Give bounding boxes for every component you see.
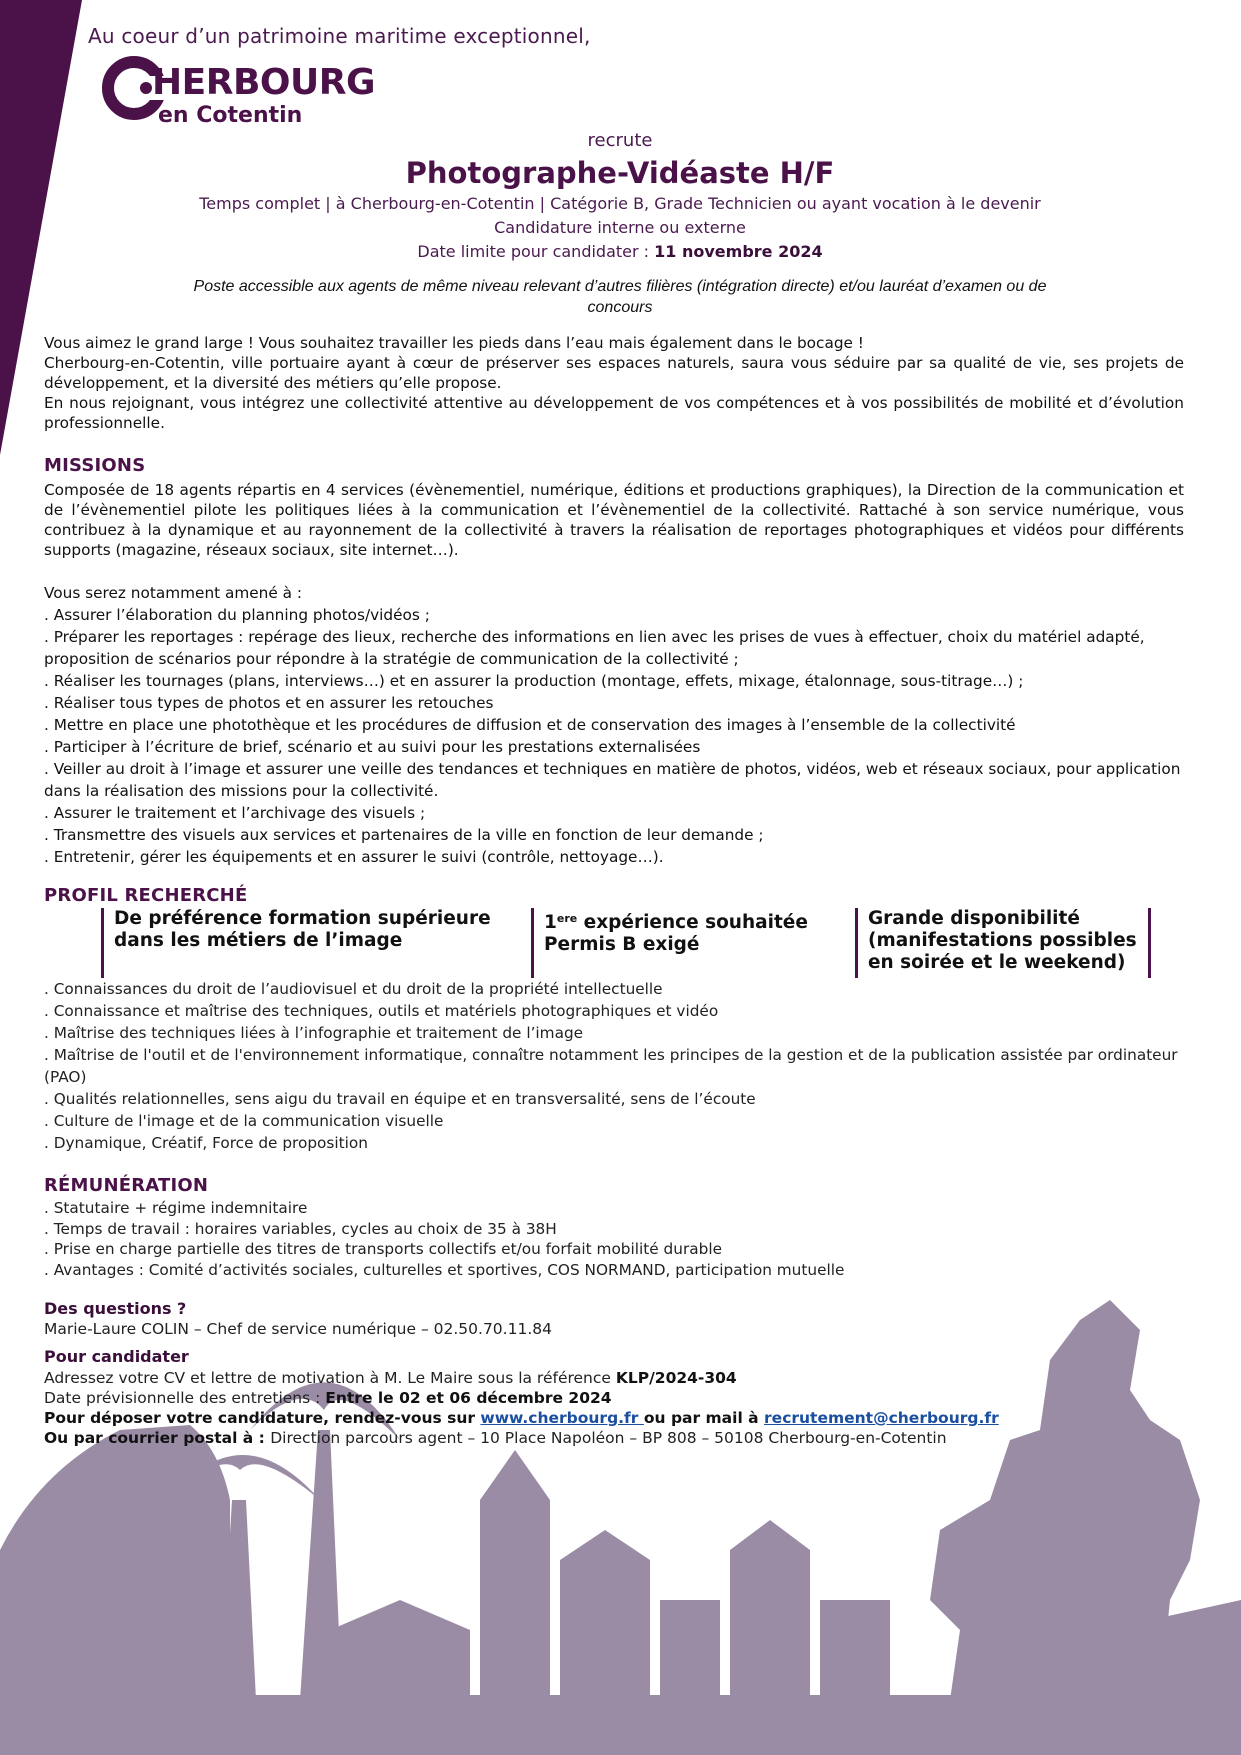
profil-box-text: dans les métiers de l’image [114, 930, 403, 951]
profil-item: . Qualités relationnelles, sens aigu du travail en équipe et en transversalité, sens de l’écoute [44, 1090, 756, 1108]
profil-list [44, 978, 1194, 1154]
interview-date: Entre le 02 et 06 décembre 2024 [325, 1389, 612, 1407]
job-title: Photographe-Vidéaste H/F [405, 156, 835, 190]
mission-item: . Réaliser tous types de photos et en assurer les retouches [44, 694, 494, 712]
experience-text: expérience souhaitée [577, 912, 808, 933]
deadline-label: Date limite pour candidater : [417, 242, 655, 261]
profil-item: . Connaissance et maîtrise des techniques, outils et matériels photographiques et vidéo [44, 1002, 719, 1020]
reference-code: KLP/2024-304 [615, 1369, 737, 1387]
remuneration-item: . Prise en charge partielle des titres de transports collectifs et/ou forfait mobilité durable [44, 1240, 722, 1258]
candidater-online [44, 1409, 999, 1427]
profil-box-experience [531, 908, 829, 978]
mission-item: . Entretenir, gérer les équipements et en assurer le suivi (contrôle, nettoyage…). [44, 848, 664, 866]
reference-text: Adressez votre CV et lettre de motivation à M. Le Maire sous la référence [44, 1369, 616, 1387]
profil-box-text: (manifestations possibles [868, 930, 1137, 951]
profil-heading: PROFIL RECHERCHÉ [44, 885, 248, 906]
experience-ordinal: ere [556, 912, 578, 925]
postal-label: Ou par courrier postal à : [44, 1429, 271, 1447]
mission-item: . Réaliser les tournages (plans, interviews…) et en assurer la production (montage, effets, mixage, étalonnage, sous-titrage…) ; [44, 672, 1024, 690]
mission-item: . Assurer l’élaboration du planning photos/vidéos ; [44, 606, 430, 624]
deadline-value: 11 novembre 2024 [654, 242, 823, 261]
candidater-reference [44, 1369, 737, 1387]
remuneration-item: . Avantages : Comité d’activités sociales, culturelles et sportives, COS NORMAND, participation mutuelle [44, 1260, 845, 1279]
profil-box-text: De préférence formation supérieure [114, 908, 491, 929]
missions-list-intro: Vous serez notamment amené à : [44, 584, 303, 602]
website-link[interactable]: www.cherbourg.fr [480, 1409, 644, 1427]
questions-contact: Marie-Laure COLIN – Chef de service numérique – 02.50.70.11.84 [44, 1320, 552, 1338]
logo-wordmark: HERBOURG [152, 62, 375, 103]
missions-paragraph: Composée de 18 agents répartis en 4 services (évènementiel, numérique, éditions et productions graphiques), la Direction de la communication et de l’évènementiel pilote les politiques liées à la communication et l’évènementiel de la collectivité. Rattaché à son service numérique, vous contribuez à la dynamique et au rayonnement de la collectivité à travers la réalisation de reportages photographiques et vidéos pour différents supports (magazine, réseaux sociaux, site internet…). [44, 481, 1184, 559]
profil-item: . Maîtrise des techniques liées à l’infographie et traitement de l’image [44, 1024, 584, 1042]
recrute-label: recrute [587, 130, 653, 151]
mail-text: ou par mail à [643, 1409, 765, 1427]
experience-number: 1 [544, 912, 557, 933]
missions-description [44, 480, 1184, 560]
mission-item: . Assurer le traitement et l’archivage des visuels ; [44, 804, 426, 822]
profil-box-text: Permis B exigé [544, 934, 700, 955]
mission-item: . Mettre en place une photothèque et les procédures de diffusion et de conservation des images à l’ensemble de la collectivité [44, 716, 1016, 734]
candidater-heading: Pour candidater [44, 1347, 189, 1366]
candidater-postal [44, 1429, 947, 1447]
remuneration-item: . Statutaire + régime indemnitaire [44, 1199, 308, 1217]
remuneration-heading: RÉMUNÉRATION [44, 1175, 209, 1196]
application-deadline [40, 242, 1200, 261]
profil-item: . Connaissances du droit de l’audiovisuel et du droit de la propriété intellectuelle [44, 980, 663, 998]
mission-item: . Veiller au droit à l’image et assurer une veille des tendances et techniques en matière de photos, vidéos, web et réseaux sociaux, pour application dans la réalisation des missions pour la collectivité. [44, 760, 1181, 800]
mission-item: . Préparer les reportages : repérage des lieux, recherche des informations en lien avec les prises de vues à effectuer, choix du matériel adapté, proposition de scénarios pour répondre à la stratégie de communication de la collectivité ; [44, 628, 1145, 668]
profil-box-text [544, 908, 829, 934]
mission-item: . Participer à l’écriture de brief, scénario et au suivi pour les prestations externalisées [44, 738, 701, 756]
intro-section [44, 333, 1184, 433]
intro-paragraph: Cherbourg-en-Cotentin, ville portuaire ayant à cœur de préserver ses espaces naturels, saura vous séduire par sa qualité de vie, ses projets de développement, et la diversité des métiers qu’elle propose. [44, 354, 1184, 392]
candidature-type: Candidature interne ou externe [494, 218, 746, 237]
intro-paragraph: En nous rejoignant, vous intégrez une collectivité attentive au développement de vos compétences et à vos possibilités de mobilité et d’évolution professionnelle. [44, 394, 1184, 432]
tagline: Au coeur d’un patrimoine maritime exceptionnel, [88, 24, 591, 48]
postal-address: Direction parcours agent – 10 Place Napoléon – BP 808 – 50108 Cherbourg-en-Cotentin [270, 1429, 947, 1447]
mission-item: . Transmettre des visuels aux services et partenaires de la ville en fonction de leur demande ; [44, 826, 764, 844]
intro-paragraph: Vous aimez le grand large ! Vous souhaitez travailler les pieds dans l’eau mais également dans le bocage ! [44, 334, 864, 352]
profil-box-formation [101, 908, 514, 978]
interview-text: Date prévisionnelle des entretiens : [44, 1389, 326, 1407]
remuneration-item: . Temps de travail : horaires variables, cycles au choix de 35 à 38H [44, 1219, 557, 1238]
eligibility-note: Poste accessible aux agents de même niveau relevant d’autres filières (intégration directe) et/ou lauréat d’examen ou de concours [193, 278, 1047, 316]
questions-heading: Des questions ? [44, 1299, 187, 1318]
profil-item: . Culture de l'image et de la communication visuelle [44, 1112, 444, 1130]
email-link[interactable]: recrutement@cherbourg.fr [764, 1409, 999, 1427]
remuneration-list [44, 1198, 1184, 1280]
missions-list [44, 582, 1200, 868]
profil-box-text: en soirée et le weekend) [868, 952, 1126, 973]
job-conditions: Temps complet | à Cherbourg-en-Cotentin | Catégorie B, Grade Technicien ou ayant vocation à le devenir [199, 194, 1041, 213]
cherbourg-logo [100, 54, 400, 134]
profil-item: . Dynamique, Créatif, Force de proposition [44, 1134, 368, 1152]
missions-heading: MISSIONS [44, 455, 146, 476]
profil-box-text: Grande disponibilité [868, 908, 1080, 929]
profil-highlights [101, 908, 1153, 980]
profil-box-availability [855, 908, 1151, 978]
logo-subtitle: en Cotentin [158, 103, 303, 128]
candidater-interview-date [44, 1389, 612, 1407]
online-text: Pour déposer votre candidature, rendez-vous sur [44, 1409, 481, 1427]
profil-item: . Maîtrise de l'outil et de l'environnement informatique, connaître notamment les principes de la gestion et de la publication assistée par ordinateur (PAO) [44, 1046, 1178, 1086]
